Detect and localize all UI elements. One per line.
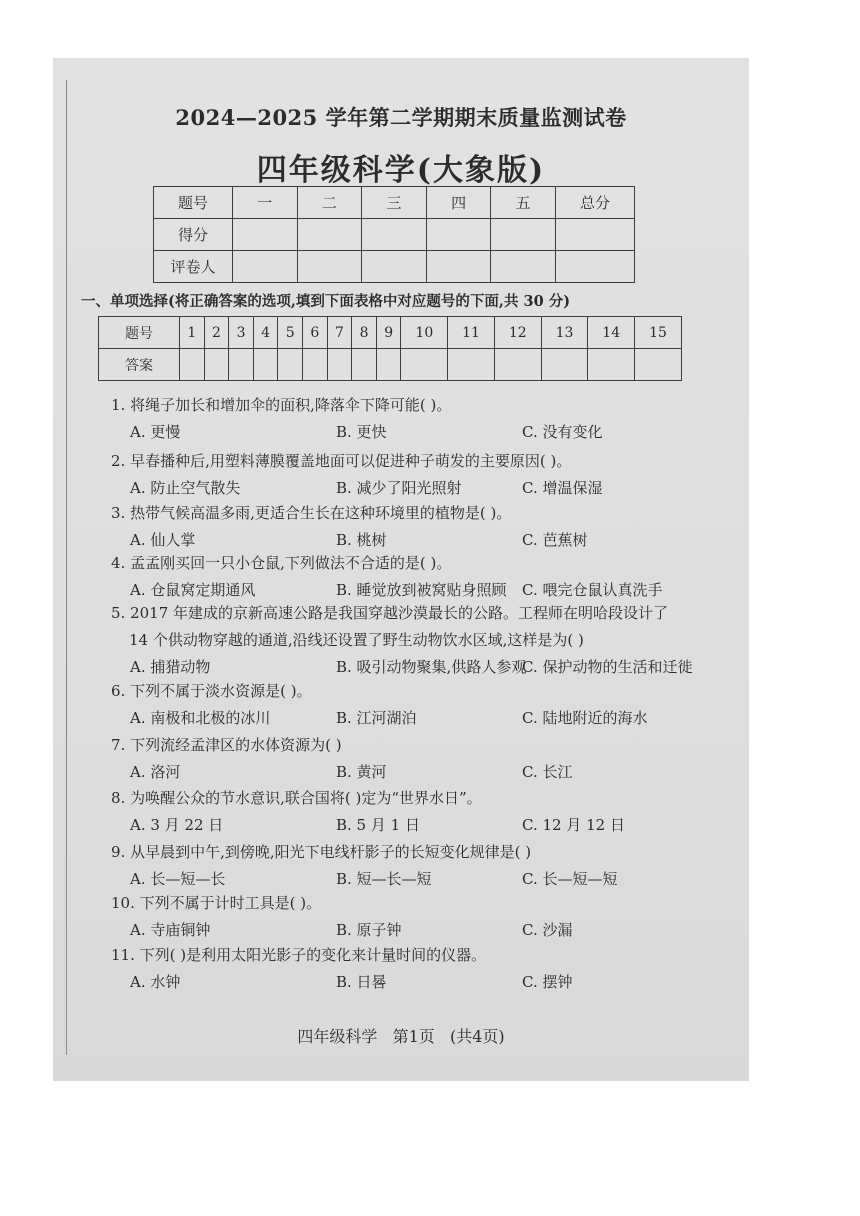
score-cell[interactable] (426, 219, 491, 251)
question-number-cell: 5 (278, 317, 303, 349)
answer-cell[interactable] (541, 349, 588, 381)
question-text: 10. 下列不属于计时工具是( )。 (111, 894, 322, 912)
exam-title: 2024—2025 学年第二学期期末质量监测试卷 (175, 105, 627, 130)
option-b[interactable]: B. 日晷 (336, 973, 387, 991)
option-c[interactable]: C. 沙漏 (522, 921, 573, 939)
option-c[interactable]: C. 陆地附近的海水 (522, 709, 648, 727)
answer-cell[interactable] (635, 349, 682, 381)
option-c[interactable]: C. 喂完仓鼠认真洗手 (522, 581, 663, 599)
question-text: 6. 下列不属于淡水资源是( )。 (111, 682, 312, 700)
score-cell[interactable] (556, 219, 635, 251)
answer-cell[interactable] (494, 349, 541, 381)
question-options (130, 814, 740, 836)
answer-table-number-row (99, 317, 682, 349)
option-a[interactable]: A. 寺庙铜钟 (130, 921, 211, 939)
question-text: 1. 将绳子加长和增加伞的面积,降落伞下降可能( )。 (111, 396, 452, 414)
question-text: 2. 早春播种后,用塑料薄膜覆盖地面可以促进种子萌发的主要原因( )。 (111, 452, 572, 470)
question-number-cell: 8 (352, 317, 377, 349)
question-options (130, 761, 740, 783)
question-options (130, 477, 740, 499)
question-text: 4. 孟孟刚买回一只小仓鼠,下列做法不合适的是( )。 (111, 554, 452, 572)
option-b[interactable]: B. 减少了阳光照射 (336, 479, 462, 497)
option-c[interactable]: C. 摆钟 (522, 973, 573, 991)
question-text: 9. 从早晨到中午,到傍晚,阳光下电线杆影子的长短变化规律是( ) (111, 843, 532, 861)
question-number-cell: 13 (541, 317, 588, 349)
option-c[interactable]: C. 增温保湿 (522, 479, 603, 497)
grader-cell[interactable] (297, 251, 362, 283)
question-number-cell: 10 (401, 317, 448, 349)
question-number-cell: 9 (376, 317, 401, 349)
score-cell[interactable] (297, 219, 362, 251)
question-number-cell: 15 (635, 317, 682, 349)
answer-table-answer-row (99, 349, 682, 381)
score-header-cell: 四 (426, 187, 491, 219)
question-text: 7. 下列流经孟津区的水体资源为( ) (111, 736, 342, 754)
score-header-cell: 题号 (154, 187, 233, 219)
question-number-cell: 3 (229, 317, 254, 349)
grader-cell[interactable] (233, 251, 298, 283)
section-heading: 一、单项选择(将正确答案的选项,填到下面表格中对应题号的下面,共 30 分) (81, 293, 571, 310)
answer-cell[interactable] (180, 349, 205, 381)
answer-cell[interactable] (303, 349, 328, 381)
grader-row (154, 251, 635, 283)
question-options (130, 971, 740, 993)
option-a[interactable]: A. 长—短—长 (130, 870, 226, 888)
page-footer: 四年级科学 第1页 (共4页) (297, 1027, 505, 1046)
answer-cell[interactable] (448, 349, 495, 381)
option-c[interactable]: C. 12 月 12 日 (522, 816, 625, 834)
option-a[interactable]: A. 洛河 (130, 763, 181, 781)
option-a[interactable]: A. 捕猎动物 (130, 658, 211, 676)
score-header-cell: 一 (233, 187, 298, 219)
score-header-cell: 二 (297, 187, 362, 219)
option-b[interactable]: B. 原子钟 (336, 921, 402, 939)
option-c[interactable]: C. 长—短—短 (522, 870, 618, 888)
option-b[interactable]: B. 短—长—短 (336, 870, 432, 888)
question-text: 3. 热带气候高温多雨,更适合生长在这种环境里的植物是( )。 (111, 504, 512, 522)
option-b[interactable]: B. 江河湖泊 (336, 709, 417, 727)
option-b[interactable]: B. 吸引动物聚集,供路人参观 (336, 658, 527, 676)
option-a[interactable]: A. 更慢 (130, 423, 181, 441)
question-text: 11. 下列( )是利用太阳光影子的变化来计量时间的仪器。 (111, 946, 487, 964)
option-a[interactable]: A. 水钟 (130, 973, 181, 991)
score-cell[interactable] (362, 219, 427, 251)
score-cell[interactable] (491, 219, 556, 251)
question-text: 5. 2017 年建成的京新高速公路是我国穿越沙漠最长的公路。工程师在明哈段设计了 (111, 604, 669, 622)
option-c[interactable]: C. 保护动物的生活和迁徙 (522, 658, 693, 676)
score-table-header-row (154, 187, 635, 219)
option-a[interactable]: A. 仓鼠窝定期通风 (130, 581, 256, 599)
option-b[interactable]: B. 5 月 1 日 (336, 816, 420, 834)
answer-cell[interactable] (376, 349, 401, 381)
question-number-cell: 1 (180, 317, 205, 349)
answer-cell[interactable] (401, 349, 448, 381)
option-b[interactable]: B. 睡觉放到被窝贴身照顾 (336, 581, 507, 599)
question-options (130, 707, 740, 729)
question-number-cell: 14 (588, 317, 635, 349)
score-header-cell: 五 (491, 187, 556, 219)
exam-page (53, 58, 749, 1081)
score-row (154, 219, 635, 251)
answer-cell[interactable] (352, 349, 377, 381)
option-b[interactable]: B. 更快 (336, 423, 387, 441)
option-b[interactable]: B. 桃树 (336, 531, 387, 549)
grader-cell[interactable] (491, 251, 556, 283)
question-options (130, 656, 740, 678)
grader-row-label: 评卷人 (154, 251, 233, 283)
score-table (153, 186, 635, 283)
option-c[interactable]: C. 长江 (522, 763, 573, 781)
score-header-cell: 总分 (556, 187, 635, 219)
answer-row-label: 题号 (99, 317, 180, 349)
question-text: 8. 为唤醒公众的节水意识,联合国将( )定为“世界水日”。 (111, 789, 482, 807)
question-text-continued: 14 个供动物穿越的通道,沿线还设置了野生动物饮水区域,这样是为( ) (129, 631, 584, 649)
grader-cell[interactable] (362, 251, 427, 283)
question-options (130, 421, 740, 443)
question-number-cell: 7 (327, 317, 352, 349)
option-a[interactable]: A. 3 月 22 日 (130, 816, 224, 834)
answer-cell[interactable] (253, 349, 278, 381)
answer-row-label: 答案 (99, 349, 180, 381)
score-row-label: 得分 (154, 219, 233, 251)
question-options (130, 919, 740, 941)
question-options (130, 579, 740, 601)
answer-cell[interactable] (278, 349, 303, 381)
answer-cell[interactable] (204, 349, 229, 381)
grader-cell[interactable] (556, 251, 635, 283)
grader-cell[interactable] (426, 251, 491, 283)
question-number-cell: 6 (303, 317, 328, 349)
option-b[interactable]: B. 黄河 (336, 763, 387, 781)
question-number-cell: 11 (448, 317, 495, 349)
option-a[interactable]: A. 防止空气散失 (130, 479, 241, 497)
answer-cell[interactable] (327, 349, 352, 381)
option-a[interactable]: A. 南极和北极的冰川 (130, 709, 271, 727)
answer-cell[interactable] (229, 349, 254, 381)
option-c[interactable]: C. 芭蕉树 (522, 531, 588, 549)
question-options (130, 868, 740, 890)
answer-cell[interactable] (588, 349, 635, 381)
question-options (130, 529, 740, 551)
option-c[interactable]: C. 没有变化 (522, 423, 603, 441)
question-number-cell: 4 (253, 317, 278, 349)
option-a[interactable]: A. 仙人掌 (130, 531, 196, 549)
score-header-cell: 三 (362, 187, 427, 219)
answer-table (98, 316, 682, 381)
question-number-cell: 12 (494, 317, 541, 349)
score-cell[interactable] (233, 219, 298, 251)
question-number-cell: 2 (204, 317, 229, 349)
exam-subtitle: 四年级科学(大象版) (256, 153, 546, 188)
